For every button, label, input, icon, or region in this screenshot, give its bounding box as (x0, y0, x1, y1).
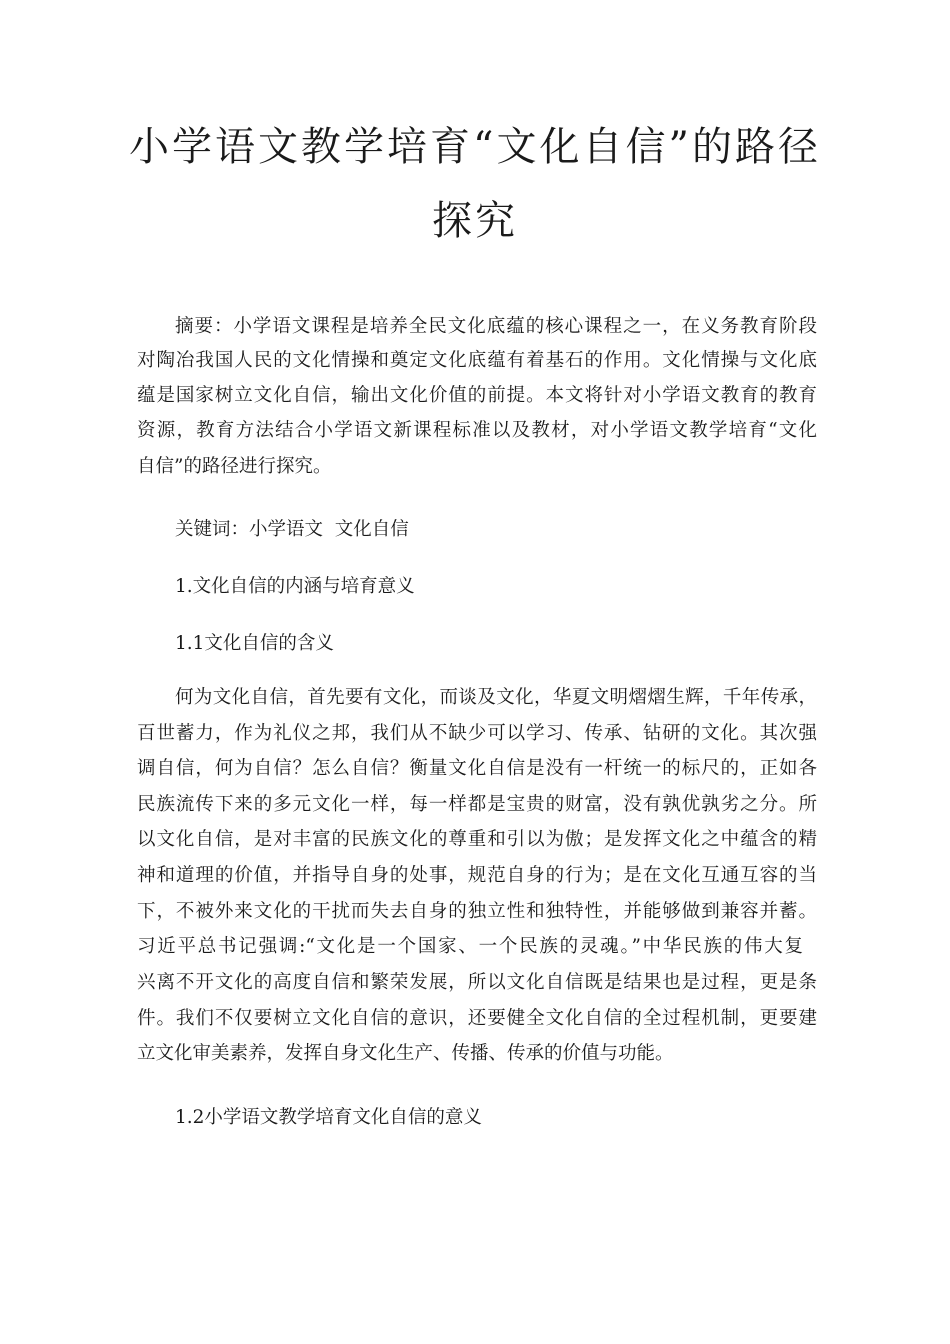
body-line: 立文化审美素养，发挥自身文化生产、传播、传承的价值与功能。 (137, 1043, 674, 1064)
document-title-line-1: 小学语文教学培育“文化自信”的路径 (129, 124, 821, 170)
section-heading-1: 1.文化自信的内涵与培育意义 (175, 576, 415, 597)
body-line: 调自信，何为自信？怎么自信？衡量文化自信是没有一杆统一的标尺的，正如各 (137, 758, 817, 779)
abstract-line: 摘要：小学语文课程是培养全民文化底蕴的核心课程之一，在义务教育阶段 (175, 316, 817, 337)
body-line: 民族流传下来的多元文化一样，每一样都是宝贵的财富，没有孰优孰劣之分。所 (137, 794, 817, 815)
body-line: 百世蓄力，作为礼仪之邦，我们从不缺少可以学习、传承、钻研的文化。其次强 (137, 723, 817, 744)
body-line: 下，不被外来文化的干扰而失去自身的独立性和独特性，并能够做到兼容并蓄。 (137, 901, 817, 922)
body-line: 何为文化自信，首先要有文化，而谈及文化，华夏文明熠熠生辉，千年传承， (175, 687, 817, 708)
abstract-line: 对陶冶我国人民的文化情操和奠定文化底蕴有着基石的作用。文化情操与文化底 (137, 350, 817, 371)
keywords: 关键词：小学语文 文化自信 (175, 519, 409, 540)
document-title-line-2: 探究 (432, 198, 518, 244)
section-heading-1-1: 1.1文化自信的含义 (175, 633, 334, 654)
abstract-line: 资源，教育方法结合小学语文新课程标准以及教材，对小学语文教学培育“文化 (137, 420, 817, 441)
abstract-line: 自信”的路径进行探究。 (137, 456, 332, 477)
body-line: 习近平总书记强调:“文化是一个国家、一个民族的灵魂。”中华民族的伟大复 (137, 936, 803, 957)
body-line: 神和道理的价值，并指导自身的处事，规范自身的行为；是在文化互通互容的当 (137, 865, 817, 886)
abstract-line: 蕴是国家树立文化自信，输出文化价值的前提。本文将针对小学语文教育的教育 (137, 385, 817, 406)
body-line: 以文化自信，是对丰富的民族文化的尊重和引以为傲；是发挥文化之中蕴含的精 (137, 829, 817, 850)
body-line: 件。我们不仅要树立文化自信的意识，还要健全文化自信的全过程机制，更要建 (137, 1008, 817, 1029)
section-heading-1-2: 1.2小学语文教学培育文化自信的意义 (175, 1107, 482, 1128)
body-line: 兴离不开文化的高度自信和繁荣发展，所以文化自信既是结果也是过程，更是条 (137, 972, 817, 993)
